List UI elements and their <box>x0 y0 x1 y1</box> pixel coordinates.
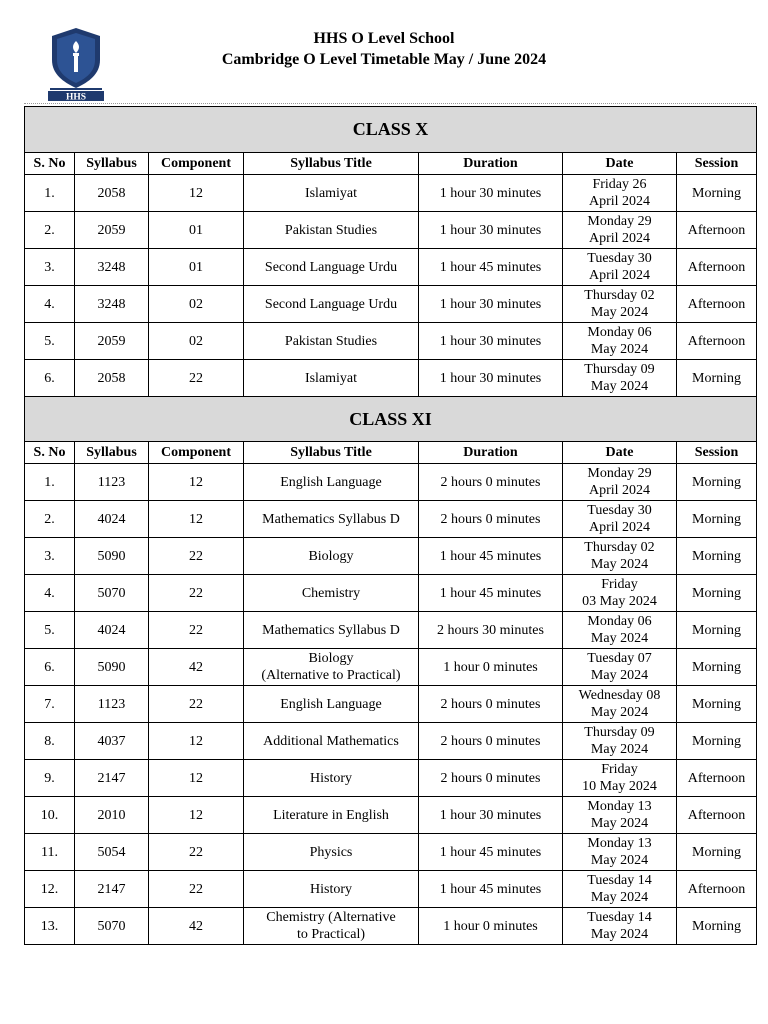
cell-date <box>563 908 677 945</box>
cell-component: 22 <box>149 612 244 649</box>
school-name: HHS O Level School <box>313 30 455 47</box>
cell-session: Afternoon <box>677 212 757 249</box>
cell-session: Afternoon <box>677 323 757 360</box>
cell-duration: 1 hour 45 minutes <box>419 575 563 612</box>
date-line-2: May 2024 <box>590 705 649 720</box>
cell-duration: 2 hours 0 minutes <box>419 686 563 723</box>
cell-serial-number: 5. <box>25 323 75 360</box>
cell-syllabus-title: History <box>244 760 419 797</box>
cell-component: 12 <box>149 797 244 834</box>
cell-serial-number: 6. <box>25 649 75 686</box>
cell-serial-number: 3. <box>25 249 75 286</box>
cell-serial-number: 11. <box>25 834 75 871</box>
date-line-2: May 2024 <box>590 557 649 572</box>
cell-syllabus-title: Second Language Urdu <box>244 286 419 323</box>
cell-component: 01 <box>149 249 244 286</box>
date-line-1: Tuesday 30 <box>587 251 652 266</box>
cell-session: Afternoon <box>677 286 757 323</box>
cell-syllabus-code: 1123 <box>75 464 149 501</box>
cell-date <box>563 464 677 501</box>
cell-syllabus-code: 2058 <box>75 360 149 397</box>
cell-syllabus-title <box>244 908 419 945</box>
cell-duration: 1 hour 30 minutes <box>419 797 563 834</box>
date-line-1: Tuesday 14 <box>587 910 652 925</box>
date-line-1: Friday 26 <box>592 177 647 192</box>
cell-component: 01 <box>149 212 244 249</box>
cell-syllabus-code: 5090 <box>75 649 149 686</box>
column-header-row <box>25 153 757 175</box>
title-line-2: (Alternative to Practical) <box>261 668 401 683</box>
cell-syllabus-title: Chemistry <box>244 575 419 612</box>
table-row <box>25 249 757 286</box>
cell-component: 12 <box>149 464 244 501</box>
title-line-1: Biology <box>308 651 354 666</box>
table-row <box>25 212 757 249</box>
cell-serial-number: 2. <box>25 501 75 538</box>
cell-syllabus-title: English Language <box>244 464 419 501</box>
cell-syllabus-title: Second Language Urdu <box>244 249 419 286</box>
cell-syllabus-code: 2010 <box>75 797 149 834</box>
cell-syllabus-title: Islamiyat <box>244 175 419 212</box>
document-header <box>150 28 618 70</box>
cell-session: Morning <box>677 464 757 501</box>
cell-component: 02 <box>149 286 244 323</box>
cell-syllabus-code: 5070 <box>75 908 149 945</box>
cell-date <box>563 760 677 797</box>
cell-session: Morning <box>677 538 757 575</box>
column-header-syllabus-code: Syllabus <box>75 442 149 464</box>
column-header-component: Component <box>149 153 244 175</box>
date-line-1: Monday 29 <box>587 214 652 229</box>
table-row <box>25 501 757 538</box>
cell-syllabus-title: Literature in English <box>244 797 419 834</box>
cell-syllabus-title: Physics <box>244 834 419 871</box>
cell-serial-number: 6. <box>25 360 75 397</box>
class-title: CLASS XI <box>25 397 757 442</box>
column-header-session: Session <box>677 153 757 175</box>
cell-serial-number: 5. <box>25 612 75 649</box>
cell-session: Afternoon <box>677 249 757 286</box>
table-row <box>25 908 757 945</box>
table-row <box>25 760 757 797</box>
cell-serial-number: 7. <box>25 686 75 723</box>
date-line-1: Friday <box>601 577 638 592</box>
title-line-1: Chemistry (Alternative <box>266 910 396 925</box>
date-line-1: Thursday 02 <box>584 288 655 303</box>
table-row <box>25 686 757 723</box>
table-row <box>25 871 757 908</box>
date-line-1: Thursday 02 <box>584 540 655 555</box>
column-header-duration: Duration <box>419 442 563 464</box>
cell-serial-number: 1. <box>25 464 75 501</box>
cell-syllabus-title: History <box>244 871 419 908</box>
date-line-2: April 2024 <box>588 483 651 498</box>
date-line-2: May 2024 <box>590 742 649 757</box>
column-header-date: Date <box>563 153 677 175</box>
table-row <box>25 723 757 760</box>
timetable-title: Cambridge O Level Timetable May / June 2024 <box>221 51 547 68</box>
column-header-duration: Duration <box>419 153 563 175</box>
cell-date <box>563 575 677 612</box>
cell-syllabus-code: 2147 <box>75 871 149 908</box>
date-line-2: May 2024 <box>590 816 649 831</box>
cell-duration: 2 hours 30 minutes <box>419 612 563 649</box>
table-row <box>25 612 757 649</box>
cell-session: Morning <box>677 360 757 397</box>
date-line-1: Thursday 09 <box>584 362 655 377</box>
cell-serial-number: 4. <box>25 286 75 323</box>
cell-session: Morning <box>677 834 757 871</box>
cell-date <box>563 686 677 723</box>
date-line-1: Thursday 09 <box>584 725 655 740</box>
cell-date <box>563 501 677 538</box>
cell-date <box>563 538 677 575</box>
date-line-1: Monday 06 <box>587 614 652 629</box>
cell-session: Morning <box>677 175 757 212</box>
cell-session: Afternoon <box>677 760 757 797</box>
logo-text: HHS <box>65 92 87 102</box>
cell-syllabus-code: 2059 <box>75 212 149 249</box>
timetable <box>24 106 757 945</box>
cell-syllabus-title: Pakistan Studies <box>244 212 419 249</box>
cell-duration: 1 hour 45 minutes <box>419 871 563 908</box>
cell-component: 12 <box>149 501 244 538</box>
date-line-2: May 2024 <box>590 305 649 320</box>
cell-serial-number: 2. <box>25 212 75 249</box>
cell-session: Morning <box>677 649 757 686</box>
cell-component: 42 <box>149 649 244 686</box>
date-line-2: April 2024 <box>588 194 651 209</box>
date-line-2: April 2024 <box>588 231 651 246</box>
cell-duration: 1 hour 30 minutes <box>419 175 563 212</box>
cell-duration: 1 hour 30 minutes <box>419 323 563 360</box>
cell-session: Afternoon <box>677 871 757 908</box>
cell-date <box>563 649 677 686</box>
cell-syllabus-title: Additional Mathematics <box>244 723 419 760</box>
table-row <box>25 538 757 575</box>
date-line-2: May 2024 <box>590 668 649 683</box>
cell-serial-number: 4. <box>25 575 75 612</box>
cell-serial-number: 12. <box>25 871 75 908</box>
cell-date <box>563 834 677 871</box>
cell-session: Morning <box>677 686 757 723</box>
table-row <box>25 797 757 834</box>
cell-session: Afternoon <box>677 797 757 834</box>
cell-syllabus-code: 5090 <box>75 538 149 575</box>
date-line-1: Friday <box>601 762 638 777</box>
cell-component: 02 <box>149 323 244 360</box>
cell-syllabus-code: 4024 <box>75 501 149 538</box>
cell-duration: 2 hours 0 minutes <box>419 501 563 538</box>
cell-date <box>563 175 677 212</box>
table-row <box>25 323 757 360</box>
column-header-serial-number: S. No <box>25 442 75 464</box>
cell-component: 12 <box>149 760 244 797</box>
cell-syllabus-code: 5070 <box>75 575 149 612</box>
cell-syllabus-title <box>244 649 419 686</box>
cell-duration: 2 hours 0 minutes <box>419 760 563 797</box>
date-line-1: Monday 06 <box>587 325 652 340</box>
date-line-2: May 2024 <box>590 853 649 868</box>
column-header-row <box>25 442 757 464</box>
cell-serial-number: 1. <box>25 175 75 212</box>
cell-component: 42 <box>149 908 244 945</box>
class-section-header <box>25 397 757 442</box>
date-line-1: Tuesday 14 <box>587 873 652 888</box>
cell-syllabus-code: 2147 <box>75 760 149 797</box>
column-header-syllabus-title: Syllabus Title <box>244 442 419 464</box>
date-line-1: Monday 29 <box>587 466 652 481</box>
date-line-2: 10 May 2024 <box>582 779 657 794</box>
header-divider <box>24 103 756 104</box>
cell-component: 22 <box>149 871 244 908</box>
date-line-1: Tuesday 30 <box>587 503 652 518</box>
table-row <box>25 464 757 501</box>
cell-component: 22 <box>149 834 244 871</box>
cell-component: 22 <box>149 686 244 723</box>
column-header-syllabus-code: Syllabus <box>75 153 149 175</box>
column-header-serial-number: S. No <box>25 153 75 175</box>
table-row <box>25 834 757 871</box>
date-line-1: Tuesday 07 <box>587 651 652 666</box>
table-row <box>25 286 757 323</box>
cell-serial-number: 3. <box>25 538 75 575</box>
date-line-2: April 2024 <box>588 268 651 283</box>
date-line-2: April 2024 <box>588 520 651 535</box>
cell-syllabus-title: Pakistan Studies <box>244 323 419 360</box>
cell-syllabus-title: English Language <box>244 686 419 723</box>
cell-syllabus-code: 2058 <box>75 175 149 212</box>
cell-component: 22 <box>149 575 244 612</box>
cell-session: Morning <box>677 908 757 945</box>
date-line-2: May 2024 <box>590 379 649 394</box>
cell-syllabus-code: 3248 <box>75 286 149 323</box>
table-row <box>25 175 757 212</box>
cell-duration: 1 hour 30 minutes <box>419 212 563 249</box>
cell-serial-number: 10. <box>25 797 75 834</box>
cell-syllabus-code: 2059 <box>75 323 149 360</box>
cell-serial-number: 9. <box>25 760 75 797</box>
cell-date <box>563 286 677 323</box>
cell-session: Morning <box>677 575 757 612</box>
cell-syllabus-code: 1123 <box>75 686 149 723</box>
date-line-2: May 2024 <box>590 927 649 942</box>
cell-syllabus-code: 4024 <box>75 612 149 649</box>
table-row <box>25 649 757 686</box>
date-line-1: Monday 13 <box>587 799 652 814</box>
cell-serial-number: 13. <box>25 908 75 945</box>
cell-date <box>563 612 677 649</box>
cell-serial-number: 8. <box>25 723 75 760</box>
date-line-1: Wednesday 08 <box>578 688 661 703</box>
cell-component: 22 <box>149 360 244 397</box>
class-title: CLASS X <box>25 107 757 153</box>
cell-syllabus-title: Islamiyat <box>244 360 419 397</box>
cell-duration: 1 hour 45 minutes <box>419 834 563 871</box>
cell-date <box>563 797 677 834</box>
cell-session: Morning <box>677 501 757 538</box>
date-line-2: May 2024 <box>590 342 649 357</box>
cell-duration: 1 hour 0 minutes <box>419 908 563 945</box>
column-header-date: Date <box>563 442 677 464</box>
cell-duration: 1 hour 45 minutes <box>419 249 563 286</box>
cell-syllabus-code: 4037 <box>75 723 149 760</box>
cell-component: 22 <box>149 538 244 575</box>
cell-duration: 2 hours 0 minutes <box>419 723 563 760</box>
cell-date <box>563 360 677 397</box>
date-line-2: May 2024 <box>590 631 649 646</box>
cell-syllabus-code: 5054 <box>75 834 149 871</box>
class-section-header <box>25 107 757 153</box>
cell-syllabus-title: Mathematics Syllabus D <box>244 501 419 538</box>
date-line-2: May 2024 <box>590 890 649 905</box>
cell-duration: 1 hour 0 minutes <box>419 649 563 686</box>
table-row <box>25 575 757 612</box>
cell-duration: 1 hour 45 minutes <box>419 538 563 575</box>
cell-syllabus-title: Biology <box>244 538 419 575</box>
cell-session: Morning <box>677 612 757 649</box>
school-logo <box>44 26 108 102</box>
cell-date <box>563 323 677 360</box>
date-line-2: 03 May 2024 <box>582 594 657 609</box>
date-line-1: Monday 13 <box>587 836 652 851</box>
cell-date <box>563 249 677 286</box>
cell-syllabus-title: Mathematics Syllabus D <box>244 612 419 649</box>
cell-session: Morning <box>677 723 757 760</box>
column-header-component: Component <box>149 442 244 464</box>
table-row <box>25 360 757 397</box>
cell-duration: 1 hour 30 minutes <box>419 286 563 323</box>
cell-duration: 2 hours 0 minutes <box>419 464 563 501</box>
title-line-2: to Practical) <box>296 927 366 942</box>
column-header-syllabus-title: Syllabus Title <box>244 153 419 175</box>
column-header-session: Session <box>677 442 757 464</box>
cell-date <box>563 212 677 249</box>
cell-syllabus-code: 3248 <box>75 249 149 286</box>
cell-date <box>563 871 677 908</box>
cell-component: 12 <box>149 175 244 212</box>
cell-date <box>563 723 677 760</box>
cell-component: 12 <box>149 723 244 760</box>
cell-duration: 1 hour 30 minutes <box>419 360 563 397</box>
